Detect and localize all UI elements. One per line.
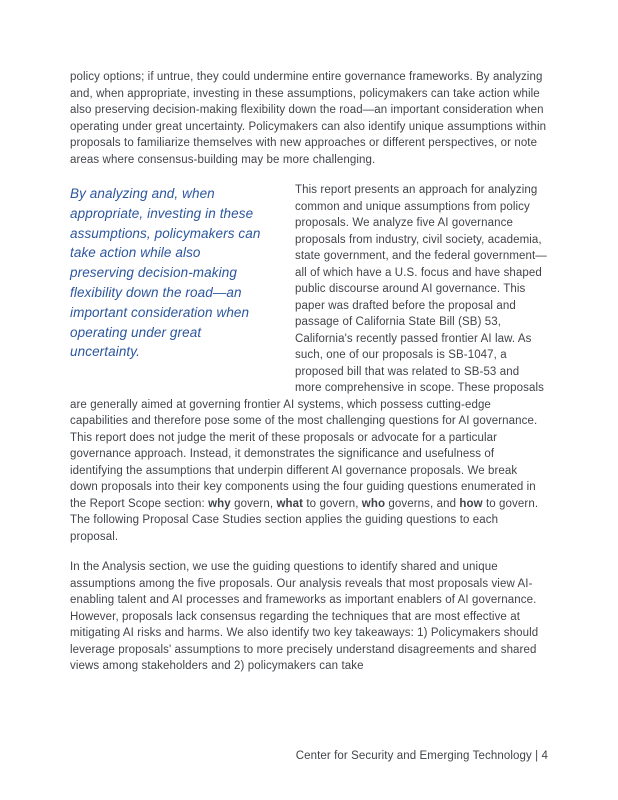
para2-lead: This report presents an approach for analyzing common and unique assumptions from policy proposals. We analyze five AI governance proposals from industry, civil society, academia, state government, and the federal government—all of which have a U.S. focus and have shaped public discourse around AI governance. This paper was drafted before the proposal and passage of California State Bill (SB) 53, California's recently passed frontier AI law. As such, one of our proposals is SB-1047, a proposed bill that was related to SB-53 and more comprehensive in scope. These proposals are generally aimed at governing frontier AI systems, which possess cutting-edge capabilities and therefore pose some of the most challenging questions for AI governance. This report does not judge the merit of these proposals or advocate for a particular governance approach. Instead, it demonstrates the significance and usefulness of identifying the assumptions that underpin different AI governance proposals. We break down proposals into their key components using the four guiding questions enumerated in the Report Scope section:: [70, 184, 547, 510]
keyword-why: why: [208, 497, 231, 510]
keyword-how: how: [459, 497, 483, 510]
page-body: [70, 69, 548, 675]
keyword-who: who: [361, 497, 386, 510]
para2-mid2: to govern,: [303, 497, 362, 510]
paragraph-spacer: [70, 545, 548, 559]
paragraph-3: In the Analysis section, we use the guiding questions to identify shared and unique assumptions among the five proposals. Our analysis reveals that most proposals view AI-enabling talent and AI processes and frameworks as important enablers of AI governance. However, proposals lack consensus regarding the techniques that are most effective at mitigating AI risks and harms. We also identify two key takeaways: 1) Policymakers should leverage proposals' assumptions to more precisely understand disagreements and shared views among stakeholders and 2) policymakers can take: [70, 561, 539, 672]
para2-mid3: governs, and: [385, 497, 460, 510]
page-footer: Center for Security and Emerging Technology | 4: [295, 750, 548, 762]
paragraph-1: policy options; if untrue, they could undermine entire governance frameworks. By analyzing and, when appropriate, investing in these assumptions, policymakers can take action while also preserving decision-making flexibility down the road—an important consideration when operating under great uncertainty. Policymakers can also identify unique assumptions within proposals to familiarize themselves with new approaches or different perspectives, or note areas where consensus-building may be more challenging.: [70, 71, 547, 166]
paragraph-2-block: [70, 182, 548, 545]
keyword-what: what: [276, 497, 304, 510]
paragraph-spacer: [70, 168, 548, 182]
para2-end: to govern. The following Proposal Case Studies section applies the guiding questions to each proposal.: [70, 497, 539, 543]
para2-mid1: govern,: [230, 497, 277, 510]
pull-quote: By analyzing and, when appropriate, investing in these assumptions, policymakers can take action while also preserving decision-making flexibility down the road—an important consideration when operating under great uncertainty.: [70, 186, 261, 360]
